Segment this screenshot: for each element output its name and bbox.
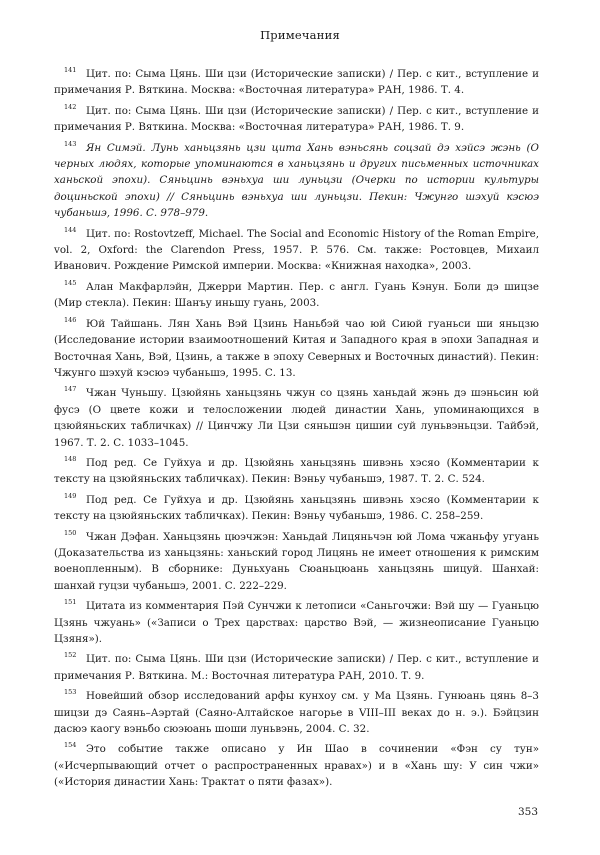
- note-number: 154: [64, 741, 77, 750]
- note-number: 148: [64, 454, 77, 463]
- note-number: 141: [64, 66, 77, 74]
- note-number: 145: [64, 278, 77, 287]
- note-text: Алан Макфарлэйн, Джерри Мартин. Пер. с англ. Гуань Кэнун. Боли дэ шицзе (Мир стекла). Пекин: Шанъу иньшу гуань, 2003.: [54, 280, 539, 310]
- note-text: Цит. по: Сыма Цянь. Ши цзи (Исторические записки) / Пер. с кит., вступление и примечания Р. Вяткина. Москва: «Восточная литература» РАН, 1986. Т. 4.: [54, 68, 539, 97]
- note-148: [54, 451, 539, 488]
- note-text: Цит. по: Сыма Цянь. Ши цзи (Исторические записки) / Пер. с кит., вступление и примечания Р. Вяткина. М.: Восточная литература РАН, 2010. Т. 9.: [54, 653, 539, 682]
- note-146: [54, 312, 539, 382]
- note-text: Ян Симэй. Лунь ханьцзянь цзи цита Хань вэньсянь соцзай дэ хэйсэ жэнь (О черных людях, которые упоминаются в ханьцзянь и других письменных источниках ханьской эпохи). Сяньцинь вэньхуа ши луньцзи (Очерки по истории культуры доциньской эпохи) // Сяньцинь вэньхуа ши луньцзи. Пекин: Чжунго шэхуй кэсюэ чубаньшэ, 1996. С. 978–979.: [54, 141, 539, 220]
- note-number: 152: [64, 651, 77, 660]
- page-number: 353: [517, 806, 538, 818]
- note-text: Чжан Дэфан. Ханьцзянь цюэчжэн: Ханьдай Лицяньчэн юй Лома чжаньфу угуань (Доказательства из ханьцзянь: ханьский город Лицянь не имеет отношения к римским военопленным). В сборнике: Дуньхуань Сюаньцюань ханьцзянь шицуй. Шанхай: шанхай гуцзи чубаньшэ, 2001. С. 222–229.: [54, 530, 539, 592]
- note-142: [54, 99, 539, 136]
- note-text: Цит. по: Сыма Цянь. Ши цзи (Исторические записки) / Пер. с кит., вступление и примечания Р. Вяткина. Москва: «Восточная литература» РАН, 1986. Т. 9.: [54, 104, 539, 134]
- note-text: Это событие также описано у Ин Шао в сочинении «Фэн су тун» («Исчерпывающий отчет о распространенных нравах») и в «Хань шу: У син чжи» («История династии Хань: Трактат о пяти фазах»).: [54, 743, 539, 789]
- notes-list: [54, 62, 539, 791]
- note-text: Цит. по: Rostovtzeff, Michael. The Social and Economic History of the Roman Empire, vol. 2, Oxford: the Clarendon Press, 1957. P. 576. См. также: Ростовцев, Михаил Иванович. Рождение Римской империи. Москва: «Книжная находка», 2003.: [54, 227, 539, 273]
- note-143: [54, 136, 539, 222]
- note-154: [54, 737, 539, 790]
- note-150: [54, 525, 539, 595]
- note-number: 150: [64, 528, 77, 537]
- note-number: 142: [64, 102, 77, 111]
- note-text: Цитата из комментария Пэй Сунчжи к летописи «Саньгочжи: Вэй шу — Гуаньцю Цзянь чжуань» («Записи о Трех царствах: царство Вэй, — жизнеописание Гуаньцю Цзяня»).: [54, 600, 539, 645]
- note-147: [54, 381, 539, 451]
- note-141: [54, 62, 539, 99]
- note-number: 144: [64, 225, 77, 234]
- note-152: [54, 647, 539, 684]
- note-149: [54, 488, 539, 525]
- note-number: 149: [64, 491, 77, 500]
- note-number: 151: [64, 598, 77, 607]
- note-153: [54, 684, 539, 737]
- note-text: Юй Тайшань. Лян Хань Вэй Цзинь Наньбэй чао юй Сиюй гуаньси ши яньцзю (Исследование истории взаимоотношений Китая и Западного края в эпохи Западная и Восточная Хань, Вэй, Цзинь, а также в эпоху Северных и Восточных династий). Пекин: Чжунго шэхуй кэсюэ чубаньшэ, 1995. С. 13.: [54, 317, 539, 379]
- note-number: 153: [64, 688, 77, 697]
- note-text: Чжан Чуньшу. Цзюйянь ханьцзянь чжун со цзянь ханьдай жэнь дэ шэньсин юй фусэ (О цвете кожи и телосложении людей династии Хань, упоминающихся в цзюйяньских табличках) // Цинчжу Ли Цзи сяньшэн цишии суй луньвэньцзи. Тайбэй, 1967. Т. 2. С. 1033–1045.: [54, 387, 539, 449]
- running-header: Примечания: [260, 28, 340, 42]
- note-text: Новейший обзор исследований арфы кунхоу см. у Ма Цзянь. Гунюань цянь 8–3 шицзи дэ Саянь–Аэртай (Саяно-Алтайское нагорье в VIII–III веках до н. э.). Бэйцзин дасюэ каогу вэньбо сюэюань шоши луньвэнь, 2004. С. 32.: [54, 690, 539, 736]
- note-number: 143: [64, 139, 77, 148]
- note-number: 147: [64, 385, 77, 394]
- note-144: [54, 222, 539, 275]
- note-151: [54, 594, 539, 647]
- note-text: Под ред. Се Гуйхуа и др. Цзюйянь ханьцзянь шивэнь хэсяо (Комментарии к тексту на цзюйяньских табличках). Пекин: Вэньу чубаньшэ, 1987. Т. 2. С. 524.: [54, 456, 539, 486]
- note-145: [54, 275, 539, 312]
- note-number: 146: [64, 315, 77, 324]
- note-text: Под ред. Се Гуйхуа и др. Цзюйянь ханьцзянь шивэнь хэсяо (Комментарии к тексту на цзюйяньских табличках). Пекин: Вэньу чубаньшэ, 1986. С. 258–259.: [54, 493, 539, 523]
